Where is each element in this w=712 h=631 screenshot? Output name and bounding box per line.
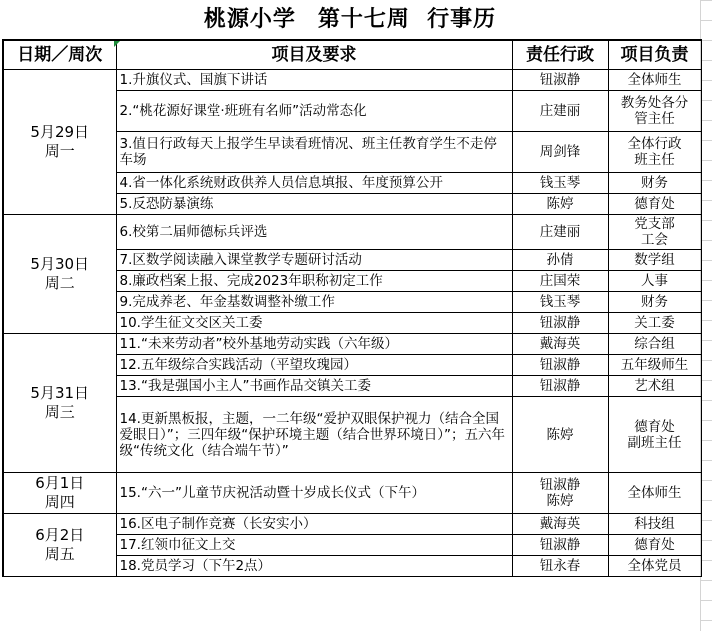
schedule-row (3, 514, 701, 535)
date-label: 5月30日 (30, 255, 90, 273)
responsible-cell[interactable] (512, 271, 608, 292)
date-cell[interactable] (3, 514, 116, 577)
owner-name: 党支部 (634, 216, 675, 232)
item-cell[interactable]: 11.“未来劳动者”校外基地劳动实践（六年级） (116, 334, 512, 355)
spreadsheet-gridlines (700, 0, 712, 631)
responsible-name: 戴海英 (539, 336, 581, 352)
item-cell[interactable]: 5.反恐防暴演练 (116, 194, 512, 215)
owner-cell[interactable] (608, 132, 701, 173)
responsible-cell[interactable] (512, 473, 608, 514)
responsible-name: 钱玉琴 (539, 294, 581, 310)
responsible-cell[interactable] (512, 70, 608, 91)
owner-name: 综合组 (634, 336, 675, 352)
item-cell[interactable]: 8.廉政档案上报、完成2023年职称初定工作 (116, 271, 512, 292)
weekday-label: 周二 (44, 274, 75, 292)
owner-name: 数学组 (634, 252, 675, 268)
owner-cell[interactable] (608, 535, 701, 556)
owner-name: 德育处 (634, 537, 675, 553)
responsible-name: 钮淑静 (539, 477, 581, 493)
responsible-cell[interactable] (512, 514, 608, 535)
weekday-label: 周五 (44, 545, 75, 563)
date-cell[interactable] (3, 473, 116, 514)
responsible-cell[interactable] (512, 194, 608, 215)
responsible-name: 钮淑静 (539, 537, 581, 553)
responsible-name: 钮淑静 (539, 72, 581, 88)
weekday-label: 周一 (44, 142, 75, 160)
responsible-cell[interactable] (512, 397, 608, 473)
owner-cell[interactable] (608, 91, 701, 132)
owner-name: 教务处各分 (620, 95, 689, 111)
owner-cell[interactable] (608, 215, 701, 250)
header-resp[interactable]: 责任行政 (512, 40, 608, 70)
item-cell[interactable]: 12.五年级综合实践活动（平望玫瑰园） (116, 355, 512, 376)
date-label: 6月2日 (35, 526, 85, 544)
item-cell[interactable]: 16.区电子制作竞赛（长安实小） (116, 514, 512, 535)
responsible-name: 庄建丽 (539, 224, 581, 240)
responsible-name: 陈婷 (546, 196, 574, 212)
item-cell[interactable]: 1.升旗仪式、国旗下讲话 (116, 70, 512, 91)
owner-cell[interactable] (608, 70, 701, 91)
owner-name: 副班主任 (627, 434, 682, 451)
date-label: 5月29日 (30, 123, 90, 141)
responsible-cell[interactable] (512, 215, 608, 250)
owner-cell[interactable] (608, 173, 701, 194)
owner-name: 艺术组 (634, 378, 675, 394)
date-label: 6月1日 (35, 474, 85, 492)
owner-cell[interactable] (608, 355, 701, 376)
responsible-name: 庄国荣 (539, 273, 581, 289)
date-cell[interactable] (3, 70, 116, 215)
responsible-name: 庄建丽 (539, 103, 581, 119)
owner-cell[interactable] (608, 334, 701, 355)
responsible-name: 钮淑静 (539, 378, 581, 394)
owner-name: 全体党员 (627, 558, 682, 574)
header-owner[interactable]: 项目负责 (608, 40, 701, 70)
owner-cell[interactable] (608, 397, 701, 473)
owner-name: 全体师生 (627, 72, 682, 88)
responsible-name: 周剑锋 (539, 144, 581, 160)
item-cell[interactable]: 10.学生征文交区关工委 (116, 313, 512, 334)
responsible-cell[interactable] (512, 132, 608, 173)
weekday-label: 周三 (44, 403, 75, 421)
owner-name: 关工委 (634, 315, 675, 331)
calendar-name: 行事历 (427, 7, 497, 32)
owner-name: 五年级师生 (620, 357, 689, 373)
item-cell[interactable]: 15.“六一”儿童节庆祝活动暨十岁成长仪式（下午） (116, 473, 512, 514)
item-cell[interactable]: 2.“桃花源好课堂·班班有名师”活动常态化 (116, 91, 512, 132)
cell-comment-marker (114, 41, 120, 47)
responsible-name: 钮淑静 (539, 357, 581, 373)
item-cell[interactable]: 17.红领巾征文上交 (116, 535, 512, 556)
item-cell[interactable]: 6.校第二届师德标兵评选 (116, 215, 512, 250)
responsible-name: 戴海英 (539, 516, 581, 532)
responsible-cell[interactable] (512, 355, 608, 376)
responsible-name: 钮淑静 (539, 315, 581, 331)
header-date[interactable]: 日期／周次 (3, 40, 116, 70)
owner-name: 人事 (641, 273, 668, 289)
item-cell[interactable]: 14.更新黑板报，主题，一二年级“爱护双眼保护视力（结合全国爱眼日）”；三四年级“保护环境主题（结合世界环境日）”；五六年级“传统文化（结合端午节）” (116, 397, 512, 473)
schedule-row (3, 473, 701, 514)
date-cell[interactable] (3, 215, 116, 334)
owner-cell[interactable] (608, 313, 701, 334)
item-cell[interactable]: 18.党员学习（下午2点） (116, 556, 512, 577)
school-name: 桃源小学 (203, 7, 296, 32)
owner-name: 工会 (641, 232, 668, 248)
weekday-label: 周四 (44, 493, 75, 511)
owner-name: 财务 (641, 294, 668, 310)
responsible-cell[interactable] (512, 250, 608, 271)
schedule-row (3, 215, 701, 250)
responsible-cell[interactable] (512, 313, 608, 334)
schedule-table (2, 39, 702, 577)
item-cell[interactable]: 3.值日行政每天上报学生早读看班情况、班主任教育学生不走停车场 (116, 132, 512, 173)
responsible-name: 陈婷 (546, 493, 574, 509)
responsible-cell[interactable] (512, 535, 608, 556)
item-cell[interactable]: 4.省一体化系统财政供养人员信息填报、年度预算公开 (116, 173, 512, 194)
responsible-name: 孙倩 (546, 252, 574, 268)
responsible-cell[interactable] (512, 376, 608, 397)
owner-name: 管主任 (634, 111, 675, 127)
responsible-name: 陈婷 (546, 426, 574, 443)
page-title (0, 0, 700, 40)
item-cell[interactable]: 13.“我是强国小主人”书画作品交镇关工委 (116, 376, 512, 397)
header-row (3, 40, 701, 70)
owner-name: 德育处 (634, 196, 675, 212)
schedule-row (3, 334, 701, 355)
item-cell[interactable]: 7.区数学阅读融入课堂教学专题研讨活动 (116, 250, 512, 271)
owner-cell[interactable] (608, 514, 701, 535)
header-item[interactable]: 项目及要求 (116, 40, 512, 70)
owner-name: 班主任 (634, 152, 675, 168)
week-number: 第十七周 (317, 7, 410, 32)
owner-name: 财务 (641, 175, 668, 191)
responsible-cell[interactable] (512, 556, 608, 577)
date-label: 5月31日 (30, 384, 90, 402)
item-cell[interactable]: 9.完成养老、年金基数调整补缴工作 (116, 292, 512, 313)
owner-cell[interactable] (608, 271, 701, 292)
owner-cell[interactable] (608, 556, 701, 577)
owner-cell[interactable] (608, 194, 701, 215)
owner-cell[interactable] (608, 292, 701, 313)
owner-cell[interactable] (608, 250, 701, 271)
owner-name: 德育处 (634, 418, 675, 435)
owner-name: 全体师生 (627, 485, 682, 501)
responsible-cell[interactable] (512, 292, 608, 313)
responsible-cell[interactable] (512, 91, 608, 132)
owner-cell[interactable] (608, 376, 701, 397)
responsible-cell[interactable] (512, 334, 608, 355)
responsible-name: 钱玉琴 (539, 175, 581, 191)
owner-cell[interactable] (608, 473, 701, 514)
responsible-cell[interactable] (512, 173, 608, 194)
date-cell[interactable] (3, 334, 116, 473)
owner-name: 科技组 (634, 516, 675, 532)
owner-name: 全体行政 (627, 136, 682, 152)
schedule-row (3, 70, 701, 91)
responsible-name: 钮永春 (539, 558, 581, 574)
